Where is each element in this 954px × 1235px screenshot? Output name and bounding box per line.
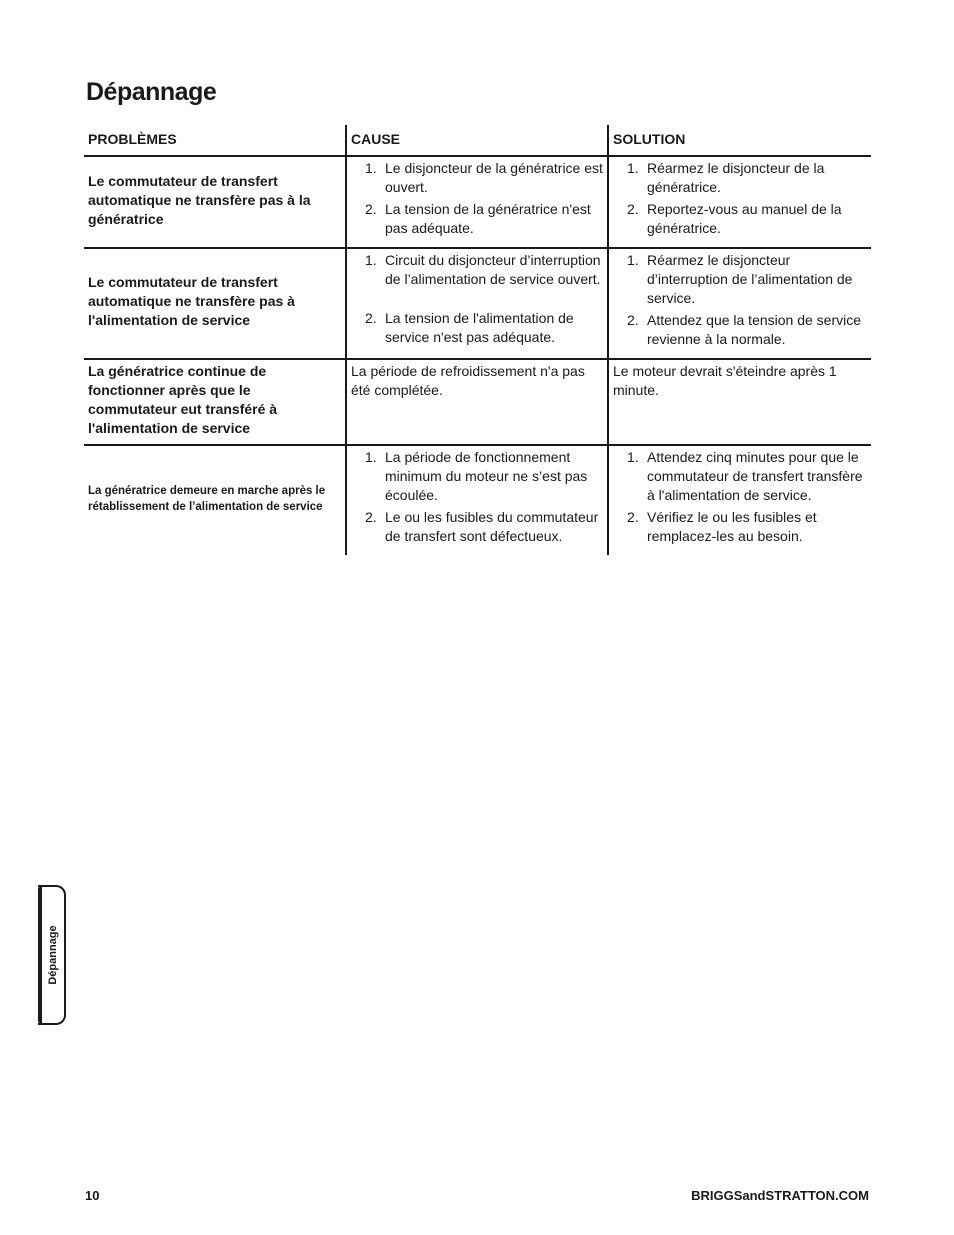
solution-cell <box>608 248 871 359</box>
solution-cell <box>608 156 871 248</box>
side-tab-bar <box>38 887 42 1023</box>
solution-item: Vérifiez le ou les fusibles et remplacez-les au besoin. <box>647 509 817 544</box>
solution-item: Réarmez le disjoncteur d’interruption de l’alimentation de service. <box>647 252 853 306</box>
header-cause: CAUSE <box>346 125 608 156</box>
problem-cell: La génératrice continue de fonctionner après que le commutateur eut transféré à l'alimentation de service <box>84 359 346 445</box>
header-problems: PROBLÈMES <box>88 131 177 147</box>
cause-cell <box>346 248 608 359</box>
cause-item: La période de fonctionnement minimum du moteur ne s’est pas écoulée. <box>385 449 588 503</box>
cause-list <box>351 251 603 347</box>
solution-list <box>613 159 867 238</box>
solution-list <box>613 448 867 546</box>
problem-cell: Le commutateur de transfert automatique ne transfère pas à l'alimentation de service <box>84 248 346 359</box>
header-solution: SOLUTION <box>608 125 871 156</box>
cause-item: La tension de la génératrice n'est pas adéquate. <box>385 201 591 236</box>
solution-cell: Le moteur devrait s'éteindre après 1 minute. <box>608 359 871 445</box>
cause-list <box>351 448 603 546</box>
table-header-row <box>84 125 871 156</box>
cause-item: La tension de l'alimentation de service n'est pas adéquate. <box>385 310 574 345</box>
solution-item: Attendez que la tension de service revienne à la normale. <box>647 312 862 347</box>
website-footer: BRIGGSandSTRATTON.COM <box>691 1188 869 1203</box>
page-title: Dépannage <box>86 78 217 106</box>
cause-item: Circuit du disjoncteur d’interruption de l’alimentation de service ouvert. <box>385 252 601 287</box>
solution-item: Réarmez le disjoncteur de la génératrice. <box>647 160 825 195</box>
solution-item: Attendez cinq minutes pour que le commutateur de transfert transfère à l'alimentation de service. <box>647 449 863 503</box>
solution-item: Reportez-vous au manuel de la génératrice. <box>647 201 842 236</box>
troubleshooting-table <box>84 125 871 555</box>
problem-cell: La génératrice demeure en marche après le rétablissement de l’alimentation de service <box>84 445 346 555</box>
cause-item: Le disjoncteur de la génératrice est ouvert. <box>385 160 603 195</box>
cause-cell <box>346 445 608 555</box>
page-number: 10 <box>85 1188 100 1203</box>
table-row <box>84 445 871 555</box>
problem-cell: Le commutateur de transfert automatique ne transfère pas à la génératrice <box>84 156 346 248</box>
side-tab-label: Dépannage <box>47 925 59 985</box>
cause-item: Le ou les fusibles du commutateur de transfert sont défectueux. <box>385 509 599 544</box>
cause-cell: La période de refroidissement n'a pas été complétée. <box>346 359 608 445</box>
table-row <box>84 248 871 359</box>
cause-list <box>351 159 603 238</box>
table-row <box>84 359 871 445</box>
table-row <box>84 156 871 248</box>
cause-cell <box>346 156 608 248</box>
solution-list <box>613 251 867 349</box>
solution-cell <box>608 445 871 555</box>
